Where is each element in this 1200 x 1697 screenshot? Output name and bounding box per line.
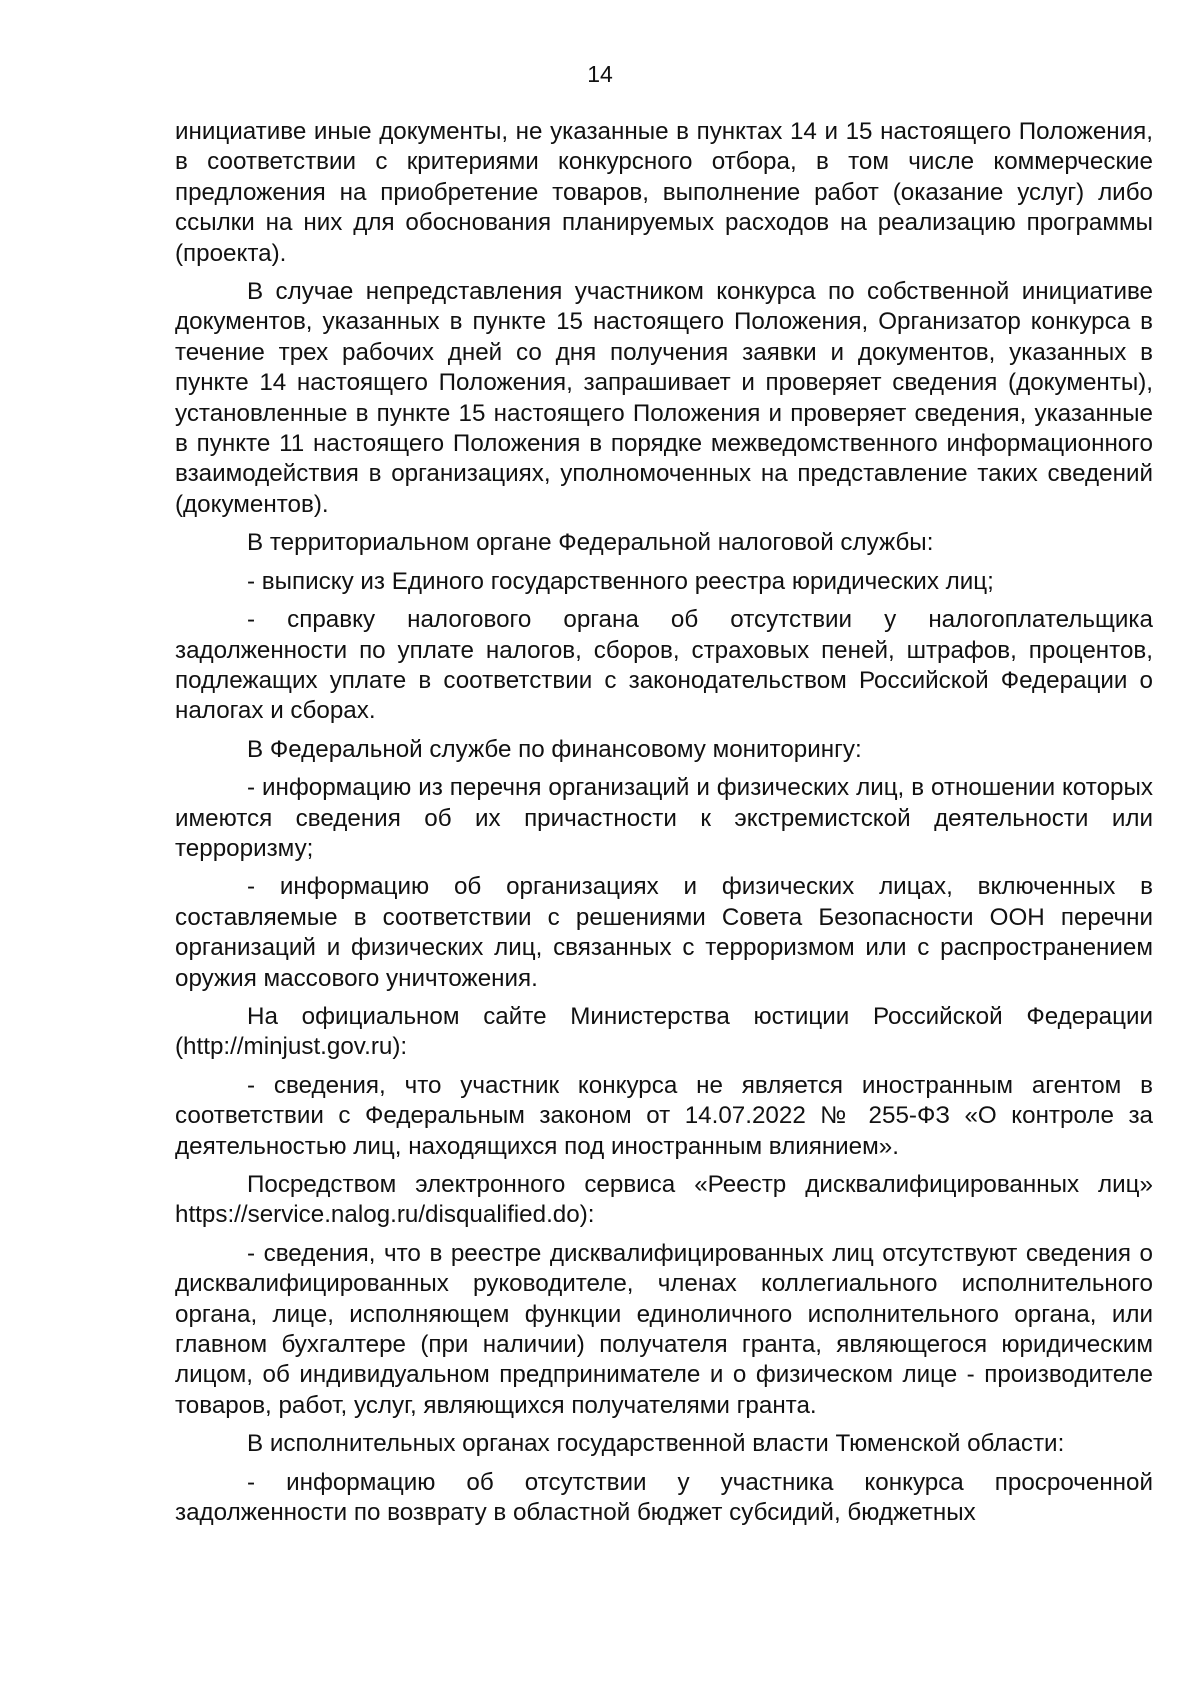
paragraph-tax-certificate: - справку налогового органа об отсутствии у налогоплательщика задолженности по уплате налогов, сборов, страховых пеней, штрафов, процентов, подлежащих уплате в соответствии с законодательством Российской Федерации о налогах и сборах. [175,606,1153,725]
paragraph-extremism-list: - информацию из перечня организаций и физических лиц, в отношении которых имеются сведения об их причастности к экстремистской деятельности или терроризму; [175,774,1153,862]
paragraph-minjust-heading: На официальном сайте Министерства юстиции Российской Федерации (http://minjust.gov.ru): [175,1002,1153,1061]
paragraph-foreign-agent: - сведения, что участник конкурса не является иностранным агентом в соответствии с Федеральным законом от 14.07.2022 № 255-ФЗ «О контроле за деятельностью лиц, находящихся под иностранным влиянием». [175,1071,1153,1160]
paragraph-overdue-debt: - информацию об отсутствии у участника конкурса просроченной задолженности по возврату в областной бюджет субсидий, бюджетных [175,1468,1153,1527]
paragraph-nonsubmission: В случае непредставления участником конкурса по собственной инициативе документов, указанных в пункте 15 настоящего Положения, Организатор конкурса в течение трех рабочих дней со дня получения заявки и документов, указанных в пункте 14 настоящего Положения, запрашивает и проверяет сведения (документы), установленные в пункте 15 настоящего Положения и проверяет сведения, указанные в пункте 11 настоящего Положения в порядке межведомственного информационного взаимодействия в организациях, уполномоченных на представление таких сведений (документов). [175,278,1153,518]
paragraph-disqualified-registry-heading: Посредством электронного сервиса «Реестр дисквалифицированных лиц» https://service.nalog.ru/disqualified.do): [175,1171,1153,1229]
paragraph-continuation: инициативе иные документы, не указанные в пунктах 14 и 15 настоящего Положения, в соответствии с критериями конкурсного отбора, в том числе коммерческие предложения на приобретение товаров, выполнение работ (оказание услуг) либо ссылки на них для обоснования планируемых расходов на реализацию программы (проекта). [175,118,1153,267]
paragraph-finmonitoring-heading: В Федеральной службе по финансовому мониторингу: [247,735,862,763]
paragraph-tax-service-heading: В территориальном органе Федеральной налоговой службы: [247,529,934,557]
paragraph-disqualified-persons: - сведения, что в реестре дисквалифицированных лиц отсутствуют сведения о дисквалифицированных руководителе, членах коллегиального исполнительного органа, лице, исполняющем функции единоличного исполнительного органа, или главном бухгалтере (при наличии) получателя гранта, являющегося юридическим лицом, об индивидуальном предпринимателе и о физическом лице - производителе товаров, работ, услуг, являющихся получателями гранта. [175,1239,1153,1419]
document-body [175,117,1153,1536]
paragraph-tyumen-authorities-heading: В исполнительных органах государственной власти Тюменской области: [247,1430,1065,1458]
paragraph-un-security-council-list: - информацию об организациях и физических лицах, включенных в составляемые в соответствии с решениями Совета Безопасности ООН перечни организаций и физических лиц, связанных с терроризмом или с распространением оружия массового уничтожения. [175,873,1153,992]
page-number: 14 [587,61,613,87]
paragraph-egrul-extract: - выписку из Единого государственного реестра юридических лиц; [247,567,994,595]
